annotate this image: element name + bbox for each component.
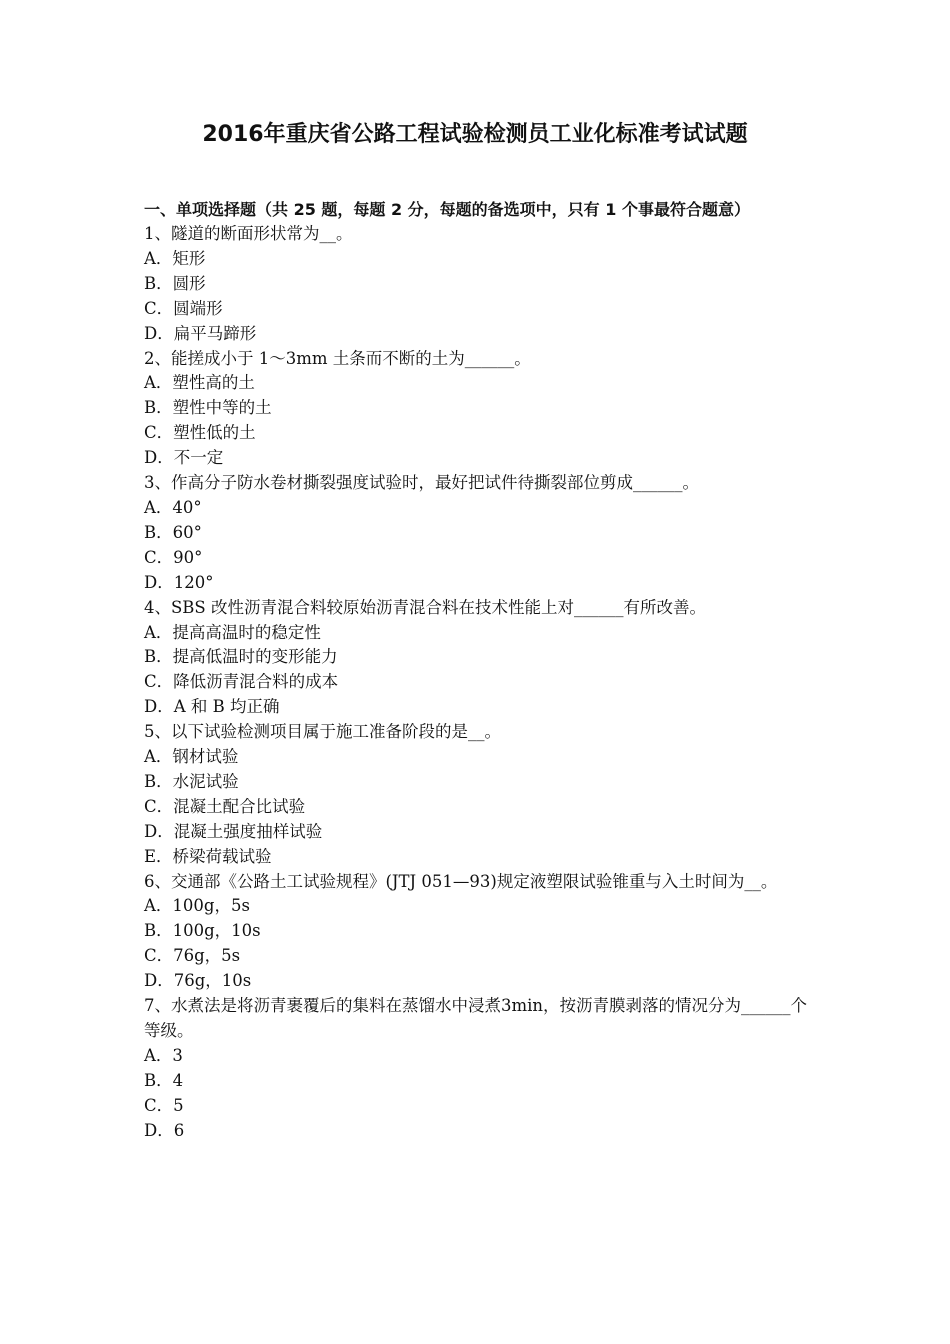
document-title: 2016年重庆省公路工程试验检测员工业化标准考试试题: [202, 122, 748, 147]
option: D．120°: [144, 572, 214, 592]
option: D．扁平马蹄形: [144, 323, 257, 343]
option: A．100g，5s: [144, 896, 250, 916]
option: A．矩形: [144, 248, 206, 268]
option: C．5: [144, 1095, 184, 1115]
question-3: [144, 471, 810, 596]
question-2: [144, 347, 810, 472]
question-stem: 1、隧道的断面形状常为__。: [144, 224, 353, 243]
option: C．圆端形: [144, 298, 223, 318]
option: C．90°: [144, 547, 203, 567]
option: B．4: [144, 1070, 184, 1090]
option: B．提高低温时的变形能力: [144, 647, 338, 667]
option: D．6: [144, 1120, 185, 1140]
option: A．40°: [144, 497, 202, 517]
option: A．提高高温时的稳定性: [144, 622, 321, 642]
question-5: [144, 720, 810, 869]
option: C．塑性低的土: [144, 423, 256, 443]
option: C．降低沥青混合料的成本: [144, 672, 339, 692]
question-stem: 2、能搓成小于 1～3mm 土条而不断的土为______。: [144, 348, 531, 368]
question-stem: 7、水煮法是将沥青裹覆后的集料在蒸馏水中浸煮3min，按沥青膜剥落的情况分为______个等级。: [144, 996, 808, 1040]
question-stem: 4、SBS 改性沥青混合料较原始沥青混合料在技术性能上对______有所改善。: [144, 597, 706, 617]
option: B．水泥试验: [144, 771, 239, 791]
option: D．76g，10s: [144, 971, 252, 991]
option: D．混凝土强度抽样试验: [144, 821, 323, 841]
question-7: [144, 994, 810, 1143]
question-stem: 3、作高分子防水卷材撕裂强度试验时，最好把试件待撕裂部位剪成______。: [144, 473, 699, 493]
option: D．不一定: [144, 448, 224, 468]
question-stem: 5、以下试验检测项目属于施工准备阶段的是__。: [144, 722, 501, 742]
option: A．塑性高的土: [144, 373, 255, 393]
question-list: [144, 197, 810, 1144]
option: A．3: [144, 1045, 183, 1065]
option: C．混凝土配合比试验: [144, 796, 306, 816]
option: B．60°: [144, 522, 202, 542]
option: A．钢材试验: [144, 747, 239, 767]
option: E．桥梁荷载试验: [144, 846, 272, 866]
option: D．A 和 B 均正确: [144, 697, 280, 717]
question-4: [144, 596, 810, 721]
question-6: [144, 870, 810, 995]
option: B．100g，10s: [144, 921, 261, 941]
option: C．76g，5s: [144, 946, 241, 966]
section-heading: 一、单项选择题（共 25 题，每题 2 分，每题的备选项中，只有 1 个事最符合题意）: [144, 200, 750, 219]
question-stem: 6、交通部《公路土工试验规程》(JTJ 051—93)规定液塑限试验锥重与入土时间为__。: [144, 871, 778, 891]
option: B．塑性中等的土: [144, 398, 272, 418]
question-1: [144, 222, 810, 347]
option: B．圆形: [144, 273, 206, 293]
